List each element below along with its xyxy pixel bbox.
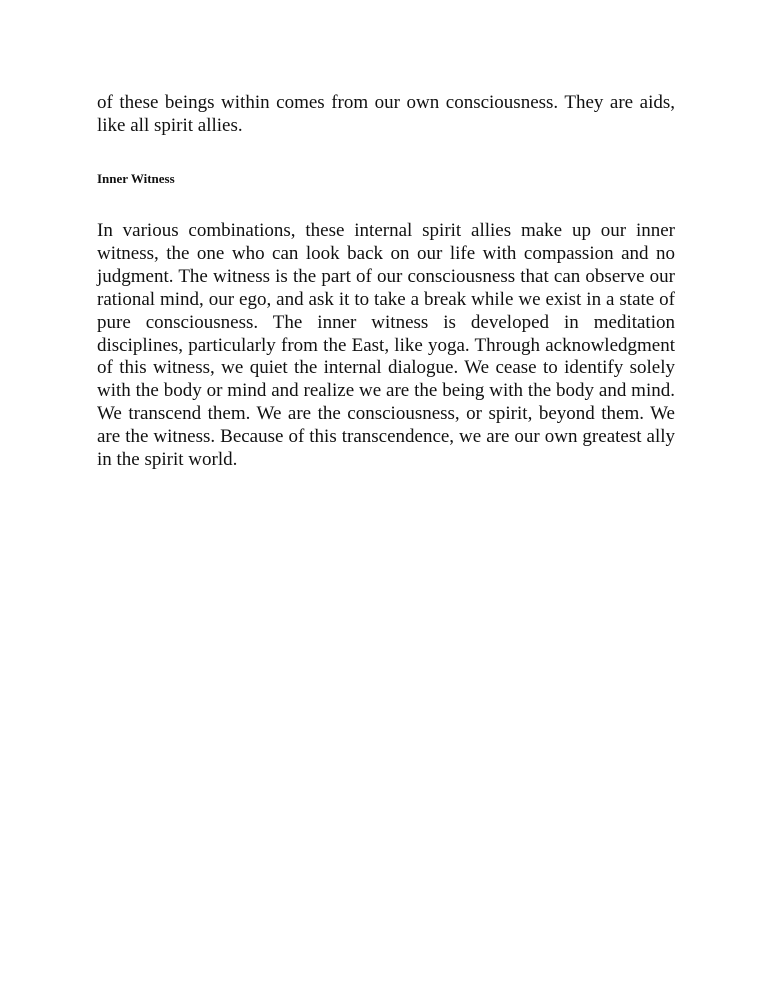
section-paragraph: In various combinations, these internal spirit allies make up our inner witness, the one who can look back on our life with compassion and no judgment. The witness is the part of our consciousness that can observe our rational mind, our ego, and ask it to take a break while we exist in a state of pure consciousness. The inner witness is developed in meditation disciplines, particularly from the East, like yoga. Through acknowledgment of this witness, we quiet the internal dialogue. We cease to identify solely with the body or mind and realize we are the being with the body and mind. We transcend them. We are the consciousness, or spirit, beyond them. We are the witness. Because of this transcendence, we are our own greatest ally in the spirit world. (97, 220, 675, 471)
section-heading: Inner Witness (97, 171, 175, 186)
continuation-paragraph: of these beings within comes from our own consciousness. They are aids, like all spirit allies. (97, 92, 675, 136)
